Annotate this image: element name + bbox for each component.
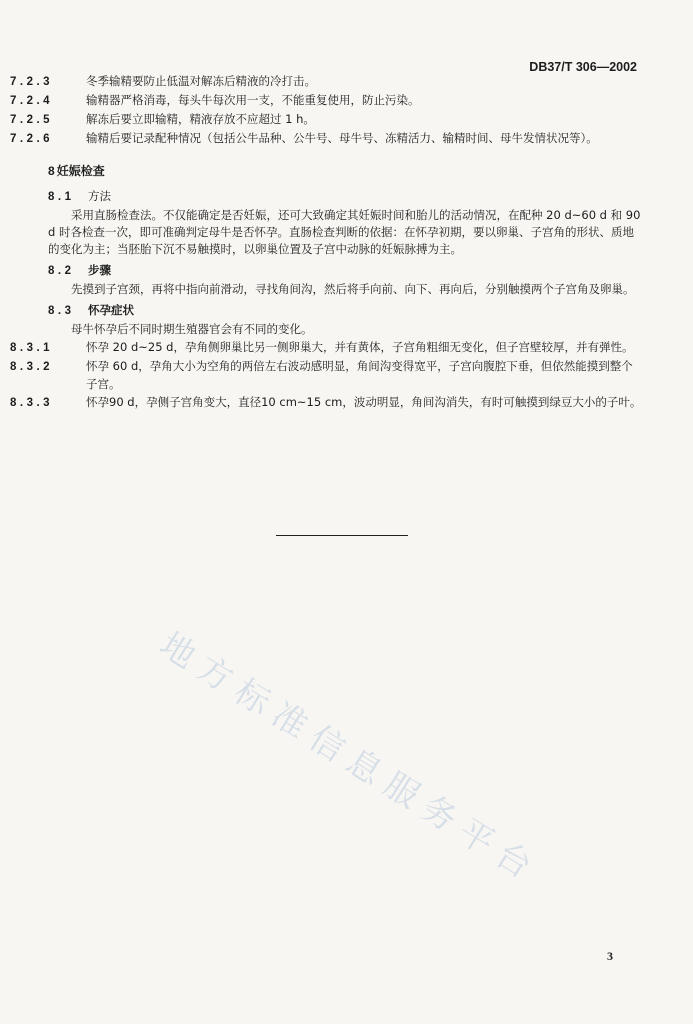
subsection-title: 怀孕症状	[88, 303, 134, 317]
subsection-number: 8.3	[48, 305, 75, 317]
subsection-number: 8.2	[48, 265, 75, 277]
clause-8-3-3	[10, 394, 643, 412]
subsection-title: 步骤	[88, 263, 111, 277]
subsection-8-3-text: 母牛怀孕后不同时期生殖器官会有不同的变化。	[71, 322, 313, 336]
subsection-8-3-heading	[48, 302, 643, 320]
document-code: DB37/T 306—2002	[529, 60, 637, 74]
document-body	[10, 73, 643, 413]
clause-text: 怀孕 60 d，孕角大小为空角的两倍左右波动感明显，角间沟变得宽平，子宫向腹腔下垂，但依然能摸到整个子宫。	[86, 359, 633, 391]
clause-number: 8.3.3	[10, 397, 54, 409]
clause-text: 解冻后要立即输精，精液存放不应超过 1 h。	[86, 112, 315, 126]
clause-number: 8.3.1	[10, 342, 54, 354]
section-title: 妊娠检查	[56, 164, 105, 178]
subsection-8-1-heading	[48, 188, 643, 206]
clause-text: 怀孕90 d，孕侧子宫角变大，直径10 cm~15 cm，波动明显，角间沟消失，有时可触摸到绿豆大小的子叶。	[86, 395, 642, 409]
subsection-8-2-heading	[48, 262, 643, 280]
clause-7-2-4	[10, 92, 643, 110]
end-rule	[276, 535, 408, 536]
clause-number: 8.3.2	[10, 361, 54, 373]
page-number: 3	[607, 949, 613, 963]
clause-number: 7.2.5	[10, 114, 54, 126]
subsection-8-1-text: 采用直肠检查法。不仅能确定是否妊娠，还可大致确定其妊娠时间和胎儿的活动情况，在配种 20 d~60 d 和 90 d 时各检查一次，即可准确判定母牛是否怀孕。直肠检查判断的依据：在怀孕初期，要以卵巢、子宫角的形状、质地的变化为主；当胚胎下沉不易触摸时，以卵巢位置及子宫中动脉的妊娠脉搏为主。	[48, 208, 641, 256]
clause-7-2-5	[10, 111, 643, 129]
clause-number: 7.2.4	[10, 95, 54, 107]
clause-text: 输精后要记录配种情况（包括公牛品种、公牛号、母牛号、冻精活力、输精时间、母牛发情状况等）。	[86, 131, 598, 145]
clause-8-3-1	[10, 339, 643, 357]
clause-7-2-6	[10, 130, 643, 148]
section-8-heading	[48, 162, 643, 179]
section-number: 8	[48, 164, 55, 178]
clause-7-2-3	[10, 73, 643, 91]
clause-number: 7.2.3	[10, 76, 54, 88]
subsection-8-2-text: 先摸到子宫颈，再将中指向前滑动，寻找角间沟，然后将手向前、向下、再向后，分别触摸两个子宫角及卵巢。	[71, 282, 635, 296]
subsection-title: 方法	[88, 189, 111, 203]
clause-number: 7.2.6	[10, 133, 54, 145]
subsection-number: 8.1	[48, 191, 75, 203]
clause-8-3-2	[10, 358, 643, 393]
clause-text: 输精器严格消毒，每头牛每次用一支，不能重复使用，防止污染。	[86, 93, 420, 107]
clause-text: 怀孕 20 d~25 d，孕角侧卵巢比另一侧卵巢大，并有黄体，子宫角粗细无变化，但子宫壁较厚，并有弹性。	[86, 340, 634, 354]
watermark: 地方标准信息服务平台	[152, 624, 547, 892]
clause-text: 冬季输精要防止低温对解冻后精液的冷打击。	[86, 74, 316, 88]
